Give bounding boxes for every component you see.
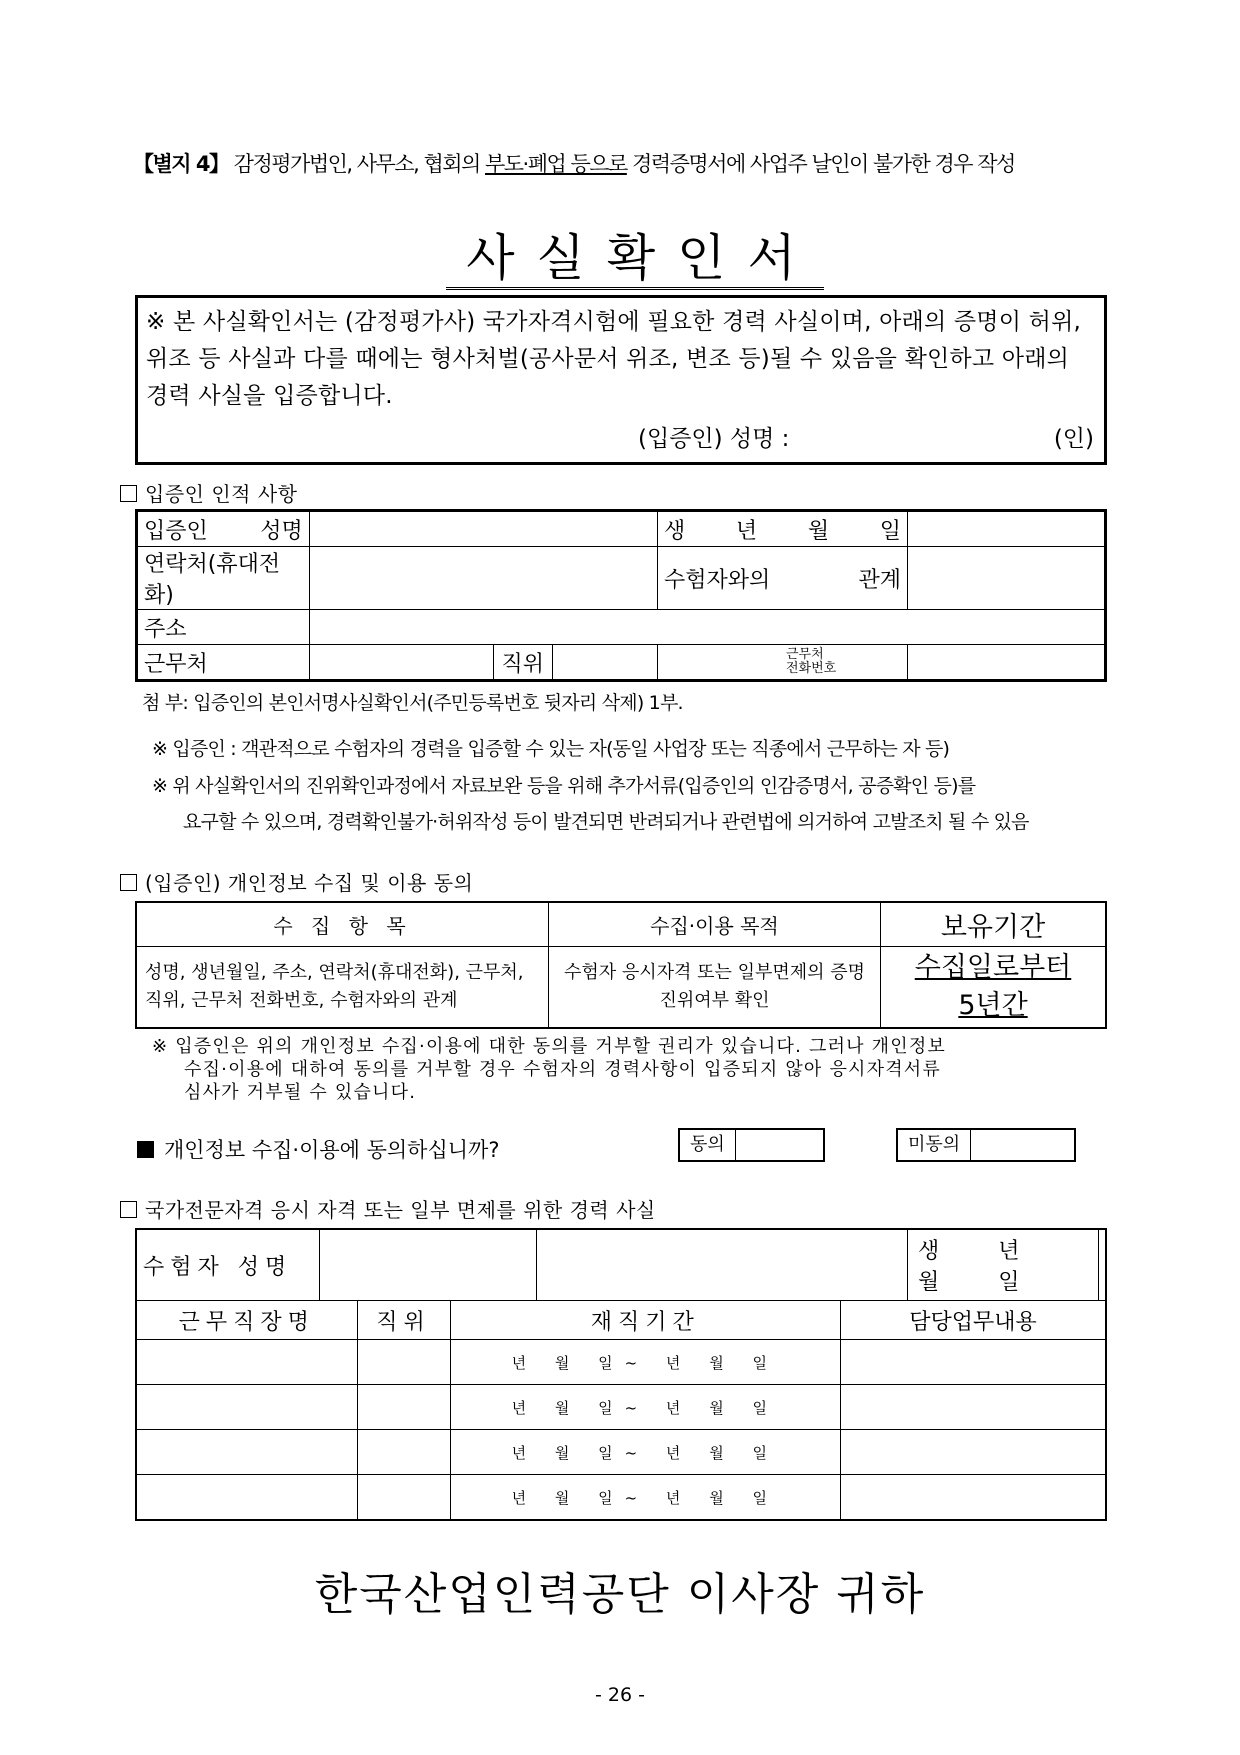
signer-label: (입증인) 성명 :	[638, 426, 790, 452]
title-text: 사실확인서	[446, 229, 824, 290]
duty-cell[interactable]	[841, 1430, 1106, 1475]
header-underlined: 부도·폐업 등으로	[484, 152, 627, 176]
header-text: 감정평가법인, 사무소, 협회의	[228, 152, 485, 176]
heading-text: (입증인) 개인정보 수집 및 이용 동의	[145, 871, 474, 895]
career-table	[135, 1228, 1107, 1521]
privacy-note-3: 심사가 거부될 수 있습니다.	[184, 1082, 417, 1103]
career-row	[136, 1430, 1106, 1475]
workplace-cell[interactable]	[136, 1340, 357, 1385]
col-items: 수 집 항 목	[136, 902, 549, 947]
agree-checkbox[interactable]	[736, 1130, 823, 1160]
note-verification: ※ 위 사실확인서의 진위확인과정에서 자료보완 등을 위해 추가서류(입증인의 인감증명서, 공증확인 등)를	[152, 775, 976, 797]
privacy-consent-table	[135, 901, 1107, 1029]
heading-text: 입증인 인적 사항	[145, 482, 298, 506]
disagree-option[interactable]	[896, 1128, 1076, 1162]
duty-cell[interactable]	[841, 1340, 1106, 1385]
col-duty: 담당업무내용	[841, 1301, 1106, 1340]
agree-option[interactable]	[678, 1128, 825, 1162]
work-phone-label-2: 전화번호	[786, 661, 837, 676]
address-label: 주소	[137, 610, 310, 645]
position-cell[interactable]	[357, 1430, 450, 1475]
addressee: 한국산업인력공단 이사장 귀하	[314, 1569, 926, 1620]
birth-field[interactable]	[908, 511, 1106, 547]
career-row	[136, 1385, 1106, 1430]
section-heading-privacy	[120, 867, 473, 896]
duty-cell[interactable]	[841, 1475, 1106, 1521]
position-cell[interactable]	[357, 1340, 450, 1385]
oath-text: ※ 본 사실확인서는 (감정평가사) 국가자격시험에 필요한 경력 사실이며, 아래의 증명이 허위, 위조 등 사실과 다를 때에는 형사처벌(공사문서 위조, 변조 등)될 수 있음을 확인하고 아래의 경력 사실을 입증합니다.	[146, 309, 1081, 409]
page-number: - 26 -	[595, 1684, 645, 1706]
note-witness: ※ 입증인 : 객관적으로 수험자의 경력을 입증할 수 있는 자(동일 사업장 또는 직종에서 근무하는 자 등)	[152, 738, 950, 760]
document-title	[0, 218, 1240, 290]
career-row	[136, 1340, 1106, 1385]
period-cell[interactable]: 년 월 일~ 년 월 일	[450, 1430, 840, 1475]
candidate-name-label: 수험자 성명	[136, 1229, 320, 1301]
note-verification-cont: 요구할 수 있으며, 경력확인불가·허위작성 등이 발견되면 반려되거나 관련법에 의거하여 고발조치 될 수 있음	[183, 811, 1029, 833]
workplace-label: 근무처	[137, 645, 310, 681]
privacy-note-2: 수집·이용에 대하여 동의를 거부할 경우 수험자의 경력사항이 입증되지 않아 응시자격서류	[184, 1059, 941, 1080]
attachment-note: 첨 부: 입증인의 본인서명사실확인서(주민등록번호 뒷자리 삭제) 1부.	[142, 692, 683, 714]
col-purpose: 수집·이용 목적	[549, 902, 881, 947]
filled-square-icon	[137, 1141, 154, 1158]
square-icon	[120, 874, 137, 891]
birth-label: 생 년 월 일	[658, 511, 908, 547]
agree-label: 동의	[680, 1130, 736, 1160]
period-cell[interactable]: 년 월 일~ 년 월 일	[450, 1385, 840, 1430]
position-label: 직위	[493, 645, 552, 681]
candidate-birth-label: 생 년 월 일	[907, 1230, 1099, 1300]
workplace-cell[interactable]	[136, 1385, 357, 1430]
candidate-birth	[536, 1229, 1106, 1301]
privacy-note-1: ※ 입증인은 위의 개인정보 수집·이용에 대한 동의를 거부할 권리가 있습니다. 그러나 개인정보	[152, 1036, 947, 1057]
collected-items: 성명, 생년월일, 주소, 연락처(휴대전화), 근무처, 직위, 근무처 전화번호, 수험자와의 관계	[136, 947, 549, 1029]
name-field[interactable]	[309, 511, 657, 547]
section-heading-career	[120, 1194, 656, 1223]
period-cell[interactable]: 년 월 일~ 년 월 일	[450, 1340, 840, 1385]
relation-field[interactable]	[908, 547, 1106, 610]
candidate-name-field[interactable]	[320, 1229, 537, 1301]
oath-box	[135, 295, 1107, 465]
address-field[interactable]	[309, 610, 1105, 645]
col-position: 직위	[357, 1301, 450, 1340]
work-phone-label-1: 근무처	[786, 647, 824, 662]
collection-purpose: 수험자 응시자격 또는 일부면제의 증명 진위여부 확인	[549, 947, 881, 1029]
workplace-cell[interactable]	[136, 1475, 357, 1521]
period-cell[interactable]: 년 월 일~ 년 월 일	[450, 1475, 840, 1521]
disagree-label: 미동의	[898, 1130, 971, 1160]
career-row	[136, 1475, 1106, 1521]
phone-field[interactable]	[309, 547, 657, 610]
privacy-note	[152, 1035, 1102, 1104]
header-text-2: 경력증명서에 사업주 날인이 불가한 경우 작성	[626, 152, 1015, 176]
duty-cell[interactable]	[841, 1385, 1106, 1430]
work-phone-field[interactable]	[908, 645, 1106, 681]
form-number: 【별지 4】	[133, 152, 229, 176]
position-cell[interactable]	[357, 1385, 450, 1430]
relation-label: 수험자와의 관계	[658, 547, 908, 610]
work-phone-label	[658, 645, 908, 681]
consent-question	[137, 1134, 499, 1164]
position-cell[interactable]	[357, 1475, 450, 1521]
workplace-field[interactable]	[309, 645, 493, 681]
square-icon	[120, 485, 137, 502]
name-label: 입증인 성명	[137, 511, 310, 547]
col-period: 보유기간	[881, 902, 1107, 947]
col-workplace: 근무직장명	[136, 1301, 357, 1340]
period-line-2: 5년간	[958, 990, 1028, 1021]
retention-period	[881, 947, 1107, 1029]
seal-mark: (인)	[1053, 426, 1094, 452]
period-line-1: 수집일로부터	[914, 952, 1072, 983]
consent-question-text: 개인정보 수집·이용에 동의하십니까?	[164, 1138, 500, 1162]
witness-info-table	[135, 509, 1107, 682]
heading-text: 국가전문자격 응시 자격 또는 일부 면제를 위한 경력 사실	[145, 1198, 656, 1222]
disagree-checkbox[interactable]	[971, 1130, 1074, 1160]
form-header	[133, 148, 1015, 178]
position-field[interactable]	[553, 645, 658, 681]
col-employment-period: 재직기간	[450, 1301, 840, 1340]
workplace-cell[interactable]	[136, 1430, 357, 1475]
square-icon	[120, 1201, 137, 1218]
phone-label: 연락처(휴대전화)	[137, 547, 310, 610]
section-heading-personal	[120, 478, 297, 507]
